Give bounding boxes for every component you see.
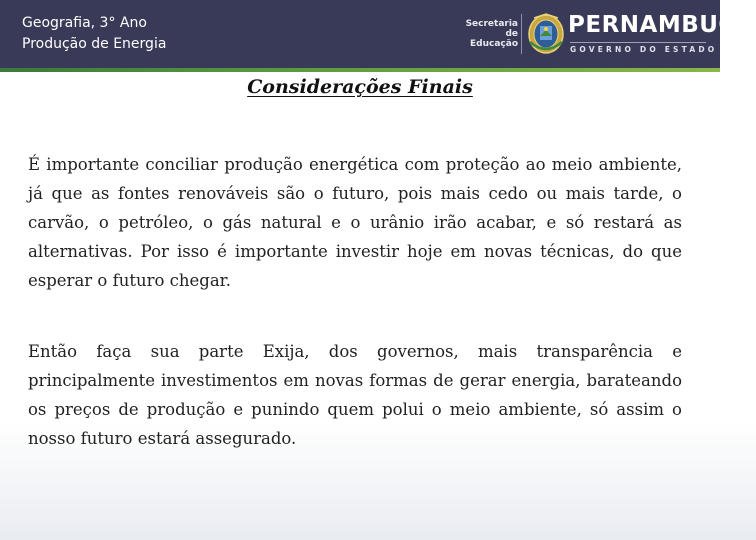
slide-title-text: Considerações Finais — [247, 76, 473, 98]
state-seal-icon — [526, 12, 566, 56]
secretaria-line-2: Educação — [470, 39, 518, 49]
state-subtitle: GOVERNO DO ESTADO — [570, 42, 706, 54]
header-divider — [521, 14, 522, 54]
secretaria-line-1: Secretaria de — [465, 19, 518, 39]
header-accent-stripe — [0, 68, 720, 72]
slide-header — [0, 0, 756, 68]
secretaria-label — [454, 19, 518, 49]
course-title: Geografia, 3° Ano — [22, 15, 147, 31]
body-paragraph-2: Então faça sua parte Exija, dos governos, mais transparência e principalmente investimentos em novas formas de gerar energia, barateando os preços de produção e punindo quem polui o meio ambiente, só assim o nosso futuro estará assegurado. — [28, 342, 682, 448]
course-topic: Produção de Energia — [22, 36, 167, 52]
body-paragraph-1: É importante conciliar produção energética com proteção ao meio ambiente, já que as fontes renováveis são o futuro, pois mais cedo ou mais tarde, o carvão, o petróleo, o gás natural e o urânio irão acabar, e só restará as alternativas. Por isso é importante investir hoje em novas técnicas, do que esperar o futuro chegar. — [28, 155, 682, 290]
state-name: PERNAMBUCO — [568, 12, 756, 38]
slide-title — [0, 76, 720, 98]
